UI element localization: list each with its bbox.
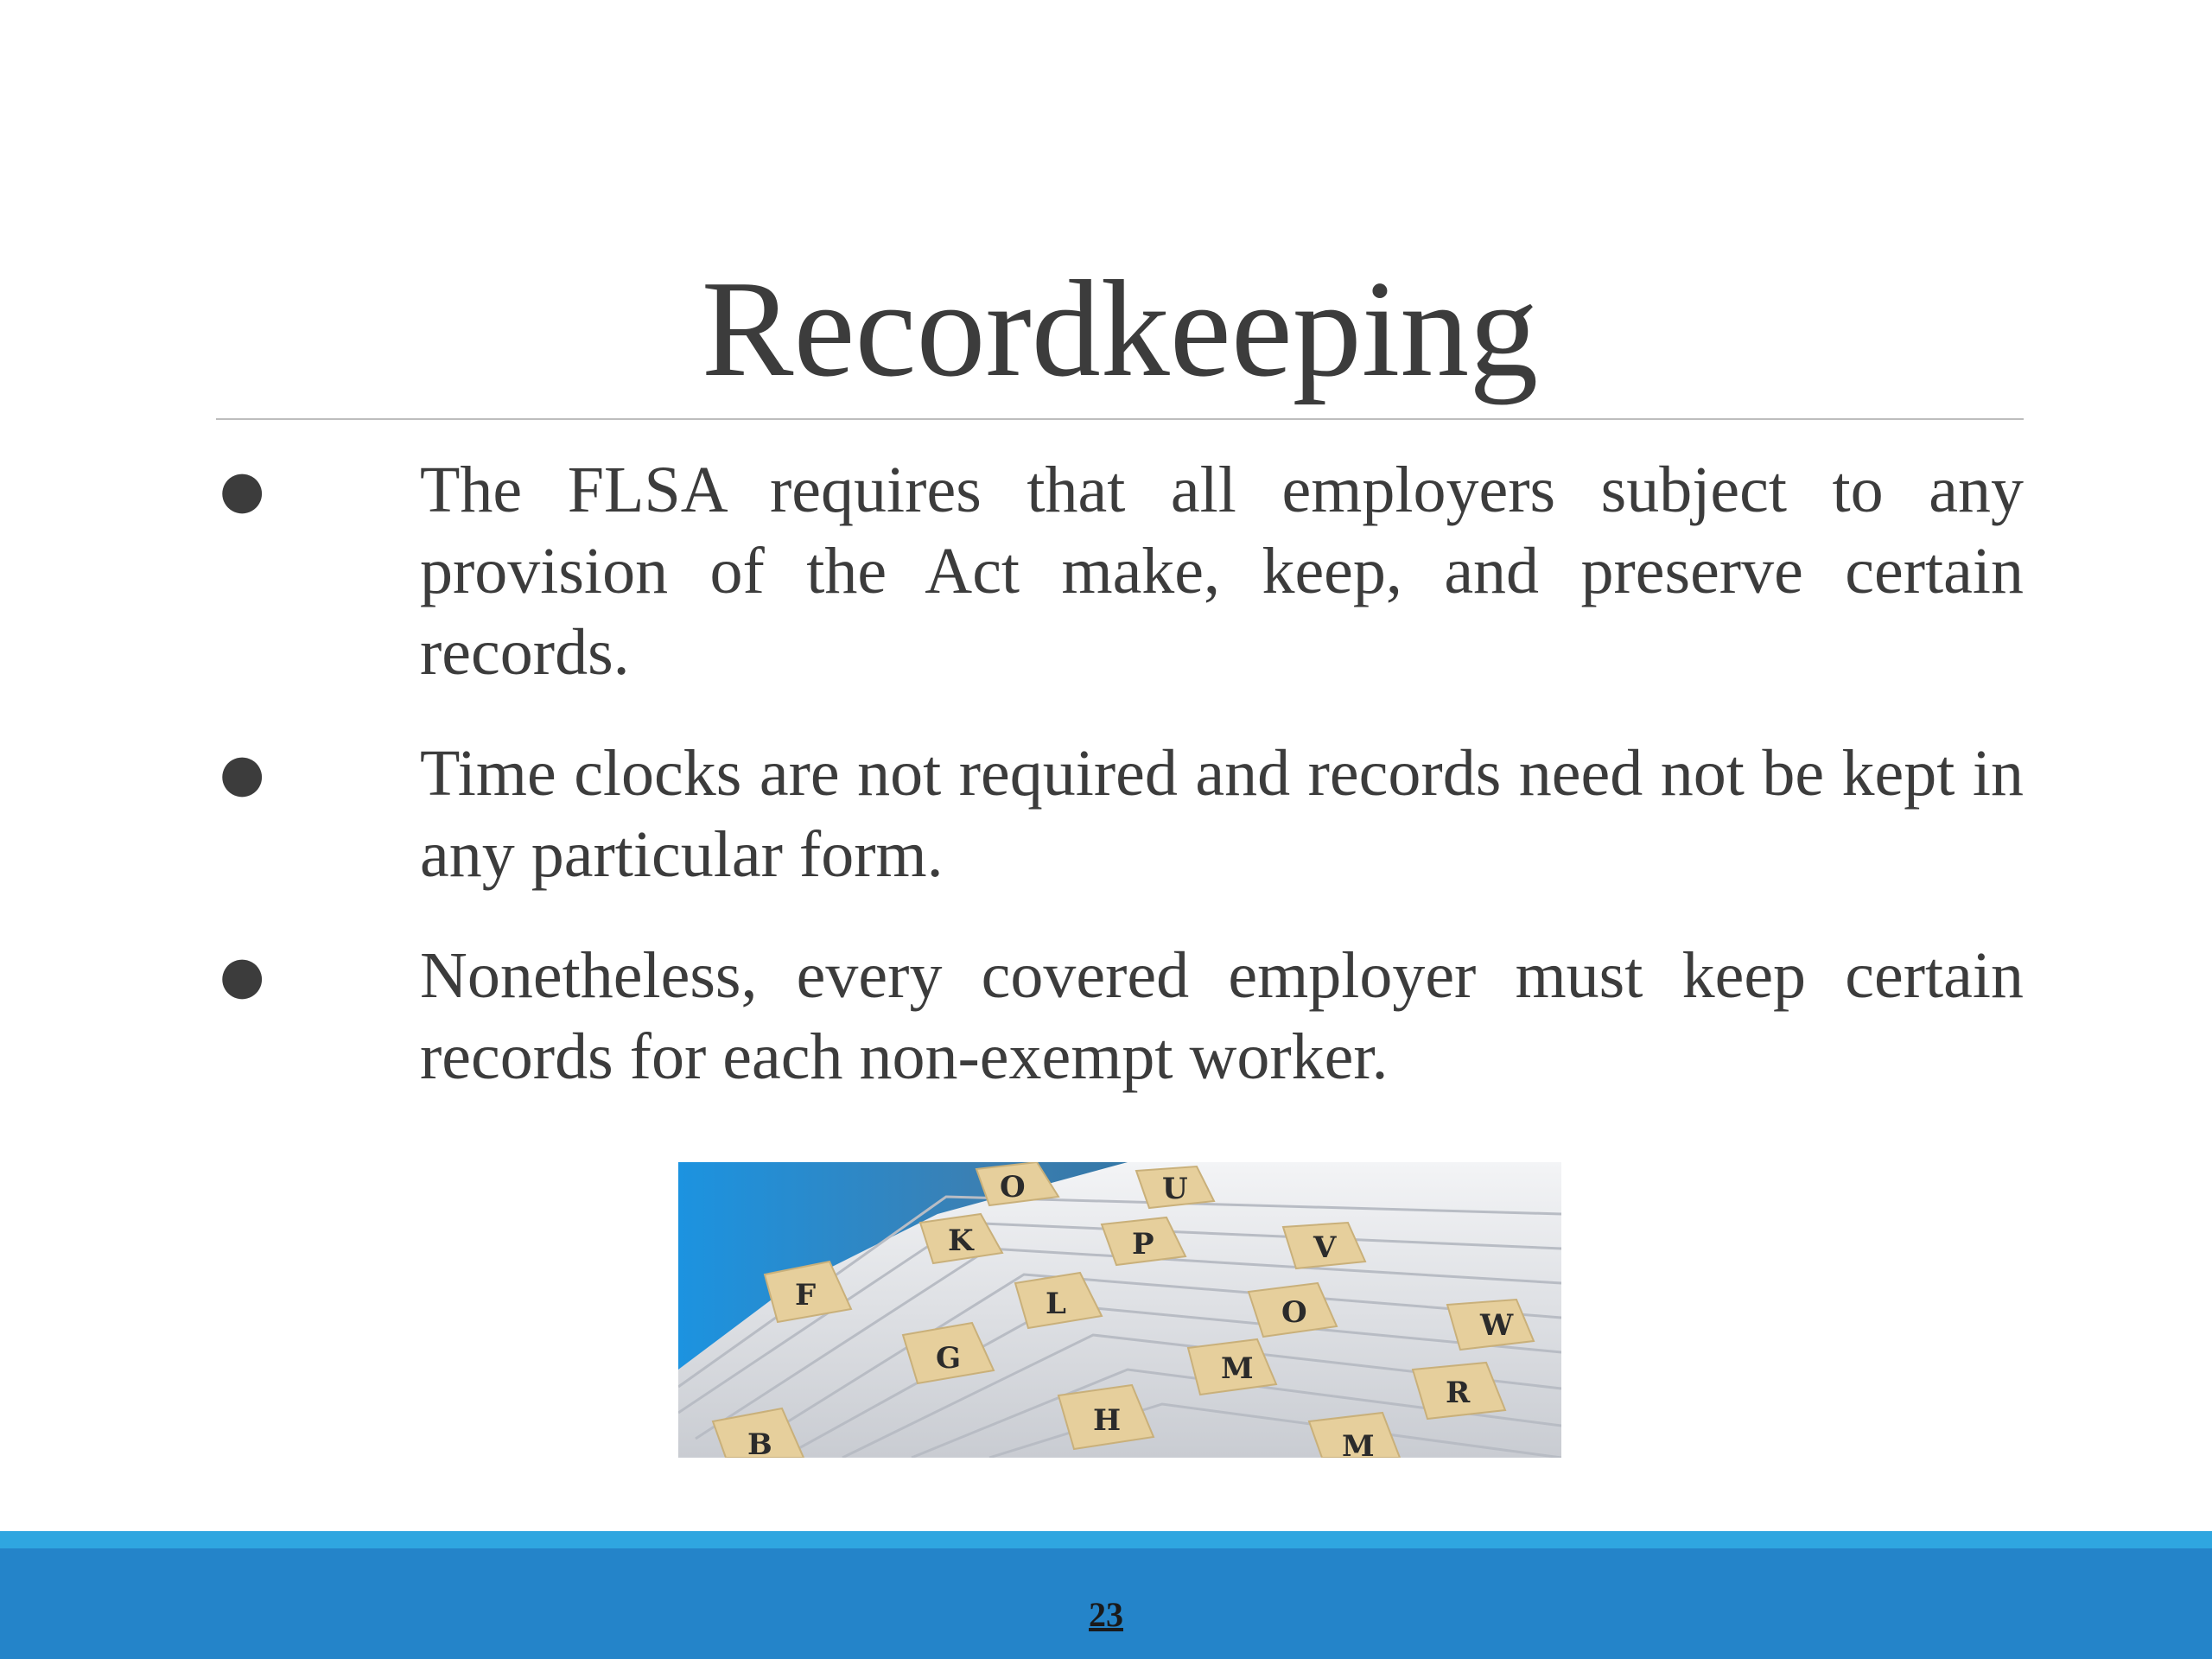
bullet-item xyxy=(216,733,2024,895)
file-folder-tabs-photo xyxy=(678,1162,1561,1458)
tab-letter: O xyxy=(1281,1295,1307,1330)
bullet-dot-icon: ● xyxy=(219,460,265,520)
tab-letter: V xyxy=(1313,1230,1337,1265)
bullet-dot-icon: ● xyxy=(219,945,265,1006)
title-divider xyxy=(216,418,2024,420)
file-folder-tabs-icon xyxy=(678,1162,1561,1458)
bullet-text: The FLSA requires that all employers subject to any provision of the Act make, keep, and preserve certain records. xyxy=(420,454,2024,689)
tab-letter: L xyxy=(1046,1287,1066,1321)
bullet-text: Nonetheless, every covered employer must keep certain records for each non-exempt worker. xyxy=(420,939,2024,1093)
footer-accent-band xyxy=(0,1531,2212,1548)
tab-letter: M xyxy=(1221,1351,1254,1386)
tab-letter: R xyxy=(1446,1376,1471,1410)
slide-title: Recordkeeping xyxy=(701,251,1539,405)
tab-letter: B xyxy=(747,1427,772,1458)
tab-letter: M xyxy=(1342,1429,1375,1458)
tab-letter: P xyxy=(1132,1227,1154,1262)
bullet-list xyxy=(216,449,2024,1097)
bullet-dot-icon: ● xyxy=(219,743,265,804)
tab-letter: W xyxy=(1480,1308,1514,1343)
page-number: 23 xyxy=(1089,1595,1123,1634)
tab-letter: U xyxy=(1162,1172,1188,1206)
tab-letter: O xyxy=(1000,1170,1026,1205)
bullet-text: Time clocks are not required and records need not be kept in any particular form. xyxy=(420,737,2024,891)
tab-letter: F xyxy=(795,1278,817,1313)
tab-letter: K xyxy=(948,1224,974,1258)
bullet-item xyxy=(216,449,2024,693)
bullet-item xyxy=(216,935,2024,1097)
tab-letter: H xyxy=(1093,1403,1122,1438)
tab-letter: G xyxy=(936,1341,962,1376)
